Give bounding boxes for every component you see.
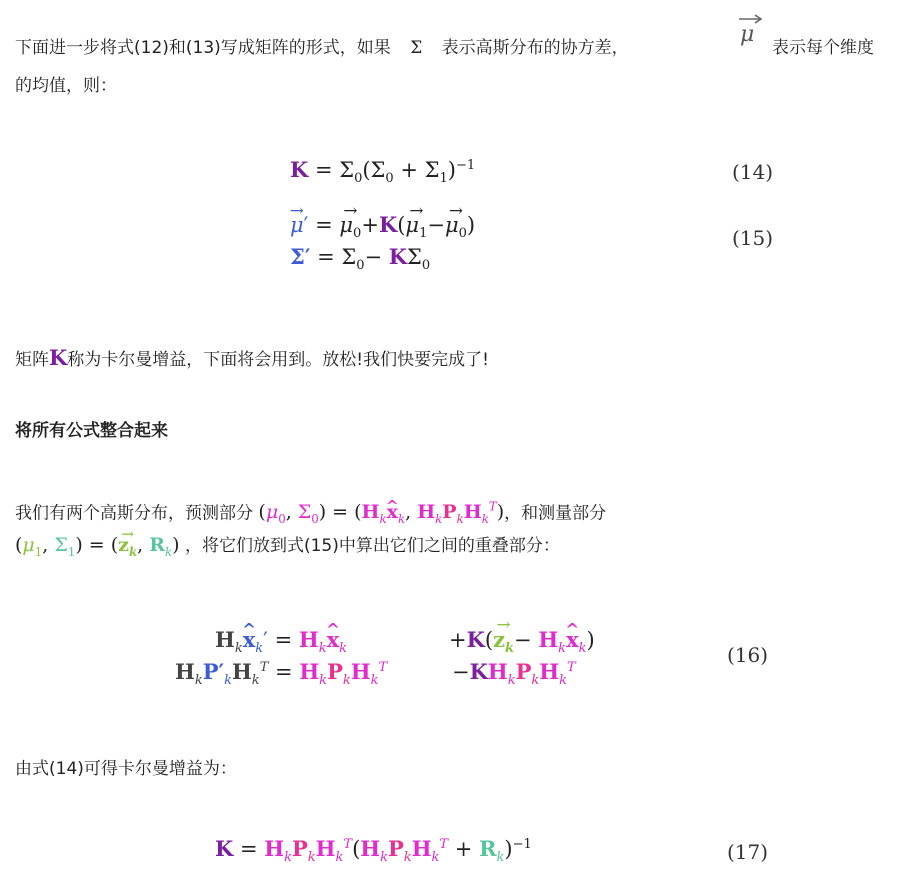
equation-16-line1-rhs: $+K(\to z_k-$ $H_k\^{}$ $x_k$) [449,627,595,656]
prediction-inline-math: ($\mu_0$, $\Sigma_0$) = ($H_k\^{}$ $x_k$, $H_kP_kH_k^T$) [258,501,504,523]
equation-15-number: (15) [732,226,774,250]
measurement-inline-math: ($\mu_1$, $\Sigma_1$) = (→ $z_k$, $R_k$) [15,534,180,556]
intro-text-d: 的均值，则： [15,76,117,96]
equation-17: $K = H_kP_kH_k^T(H_kP_kH_k^T + R_k)^{-1}$ [215,836,532,866]
mu-vector-symbol: μ [737,14,761,44]
intro-text-a: 下面进一步将式(12)和(13)写成矩阵的形式，如果 [15,38,391,58]
equation-16-line2-rhs: $-KH_kP_kH_k^T$ [452,659,576,689]
equation-16-line2: $H_kP'_kH_k^T = H_kP_kH_k^T$ [175,659,388,689]
equation-16-line1: $H_k\^{}$ $x_k'$ = $H_k\^{}$ $x_k$ [215,627,347,656]
k-symbol: K [49,345,68,370]
intro-text-c: 表示每个维度 [772,38,874,58]
gaussians-text-b: ，和测量部分 [504,503,607,524]
paragraph-gain-derivation: 由式(14)可得卡尔曼增益为： [15,759,237,779]
equation-17-number: (17) [727,840,769,864]
paragraph-intro-line1 [15,36,629,60]
equation-16-number: (16) [727,643,769,667]
intro-text-b: 表示高斯分布的协方差， [441,38,629,58]
kalman-text-b: 称为卡尔曼增益，下面将会用到。放松!我们快要完成了! [67,350,489,370]
equation-15-line1: → μ′ = → $\mu_0+K(\to \mu_1-\to \mu_0)$ [290,212,475,241]
equation-14: $K = \Sigma_0(\Sigma_0 + \Sigma_1)^{-1}$ [290,157,476,187]
paragraph-kalman-gain [15,346,489,372]
gaussians-text-c: ，将它们放到式(15)中算出它们之间的重叠部分： [184,536,560,556]
equation-14-number: (14) [732,160,774,184]
gaussians-text-a: 我们有两个高斯分布，预测部分 [15,503,253,524]
sigma-symbol: Σ [410,38,423,58]
equation-15-line2: $\Sigma' = \Sigma_0- K\Sigma_0$ [290,244,431,274]
kalman-text-a: 矩阵 [15,350,49,370]
section-heading: 将所有公式整合起来 [15,421,168,441]
paragraph-gaussians-line2 [15,533,560,564]
paragraph-gaussians-line1 [15,495,606,531]
